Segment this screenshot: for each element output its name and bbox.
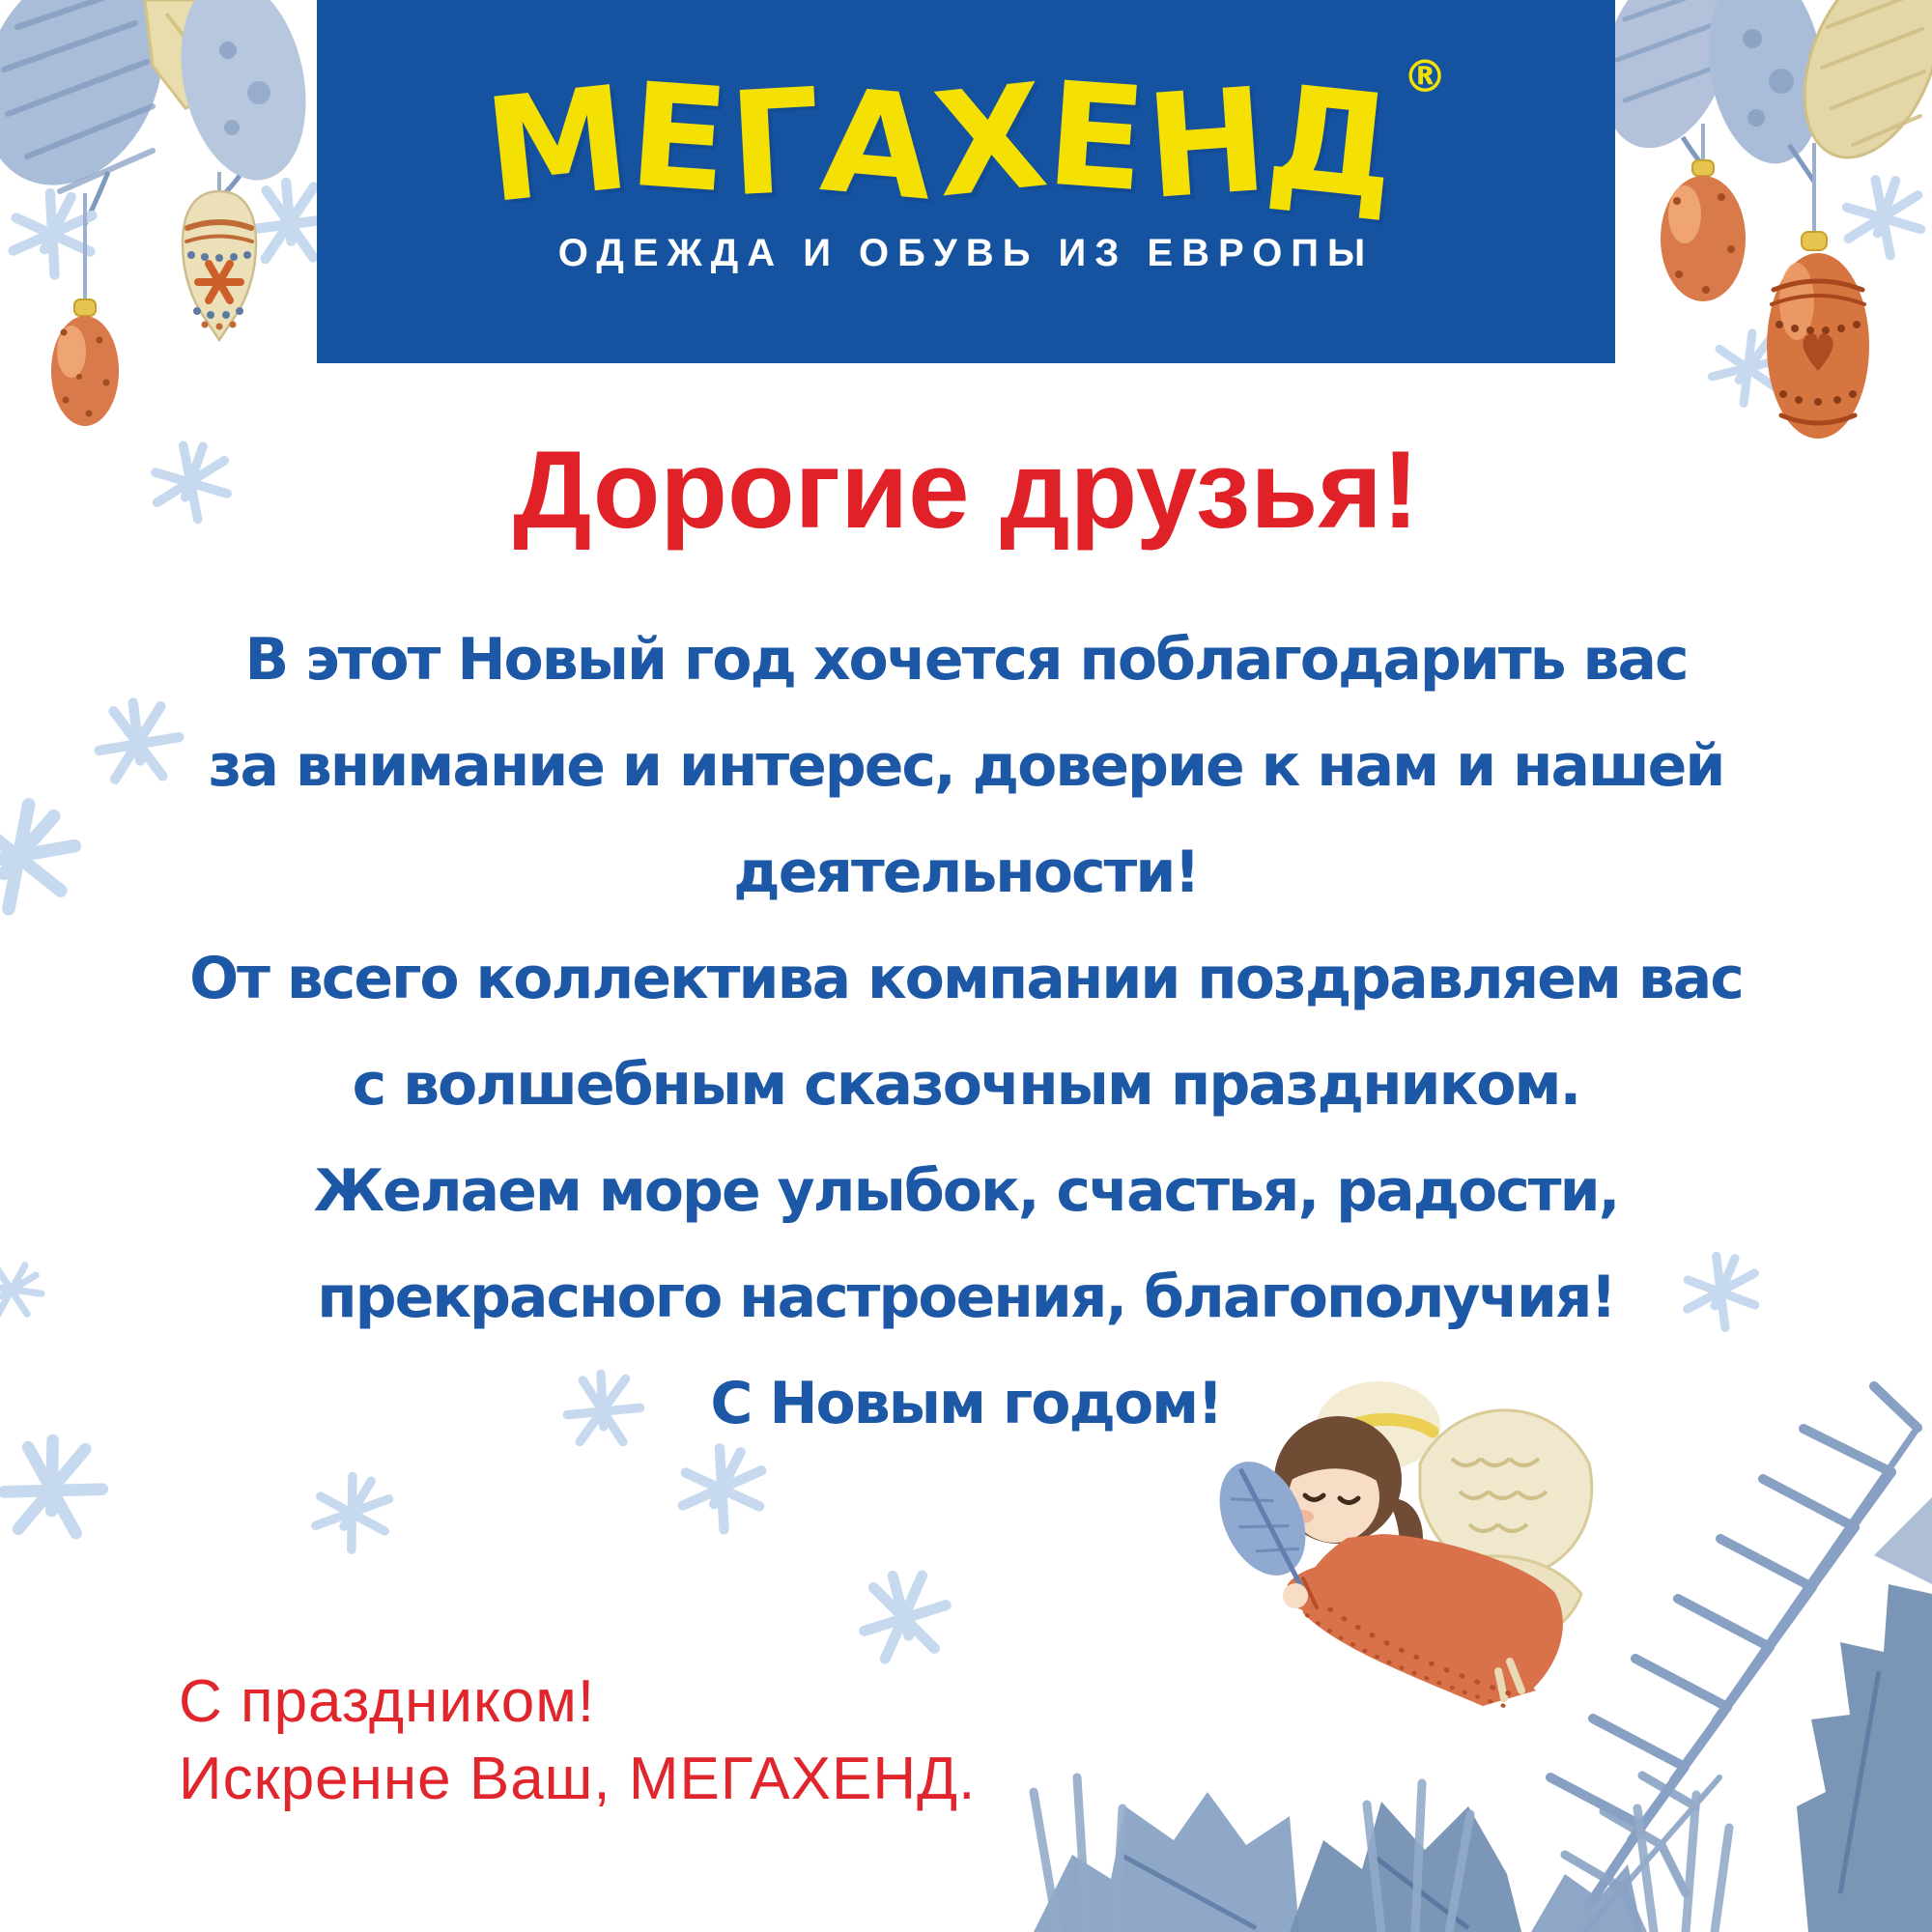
greeting-line: С Новым годом! — [710, 1370, 1222, 1437]
logo-letter: М — [477, 54, 638, 236]
greeting-line: деятельности! — [733, 838, 1199, 906]
watercolor-ornaments-top-right — [1575, 0, 1932, 483]
greeting-line: за внимание и интерес, доверие к нам и нашей — [208, 732, 1724, 800]
holly-leaf-icon — [145, 0, 259, 108]
signature-line: С праздником! — [179, 1668, 596, 1735]
greeting-body — [0, 607, 1932, 1457]
signature — [179, 1663, 976, 1818]
snowflake-icon — [1840, 173, 1928, 260]
logo-letter: Г — [724, 57, 826, 229]
greeting-line: прекрасного настроения, благополучия! — [317, 1264, 1615, 1331]
bauble-ornament-icon — [1661, 124, 1746, 301]
brand-banner — [317, 0, 1615, 363]
watercolor-ornaments-top-left — [0, 0, 328, 444]
pine-branch-icon — [1565, 1776, 1719, 1932]
greeting-line: От всего коллектива компании поздравляем вас — [189, 945, 1743, 1012]
greeting-line: Желаем море улыбок, счастья, радости, — [313, 1157, 1619, 1225]
registered-trademark: ® — [1403, 50, 1448, 102]
feather-leaf-icon — [1778, 0, 1932, 178]
greeting-line: В этот Новый год хочется поблагодарить вас — [244, 626, 1688, 694]
snowflake-icon — [307, 1468, 398, 1559]
bauble-ornament-icon — [1767, 143, 1869, 439]
logo-letter: Е — [1041, 50, 1151, 224]
brand-logo — [477, 50, 1448, 236]
feather-leaf-icon — [1696, 0, 1834, 182]
snowflake-icon — [242, 174, 328, 270]
logo-letter: А — [814, 57, 941, 233]
brand-tagline: ОДЕЖДА И ОБУВЬ ИЗ ЕВРОПЫ — [557, 232, 1375, 274]
bauble-ornament-icon — [183, 172, 256, 340]
holly-leaf-icon — [1034, 1792, 1642, 1932]
feather-leaf-icon — [163, 0, 323, 197]
feather-leaf-icon — [0, 0, 196, 224]
logo-letter: Н — [1141, 56, 1273, 232]
logo-letter: Д — [1260, 53, 1405, 233]
snowflake-icon — [3, 183, 104, 283]
holly-leaf-icon — [1797, 1497, 1932, 1932]
snowflake-icon — [852, 1565, 958, 1671]
snowflake-icon — [1702, 321, 1796, 413]
logo-letter: Е — [624, 51, 734, 225]
greeting-line: с волшебным сказочным праздником. — [352, 1051, 1580, 1119]
logo-letter: Х — [926, 52, 1054, 230]
signature-line: Искренне Ваш, МЕГАХЕНД. — [179, 1746, 977, 1812]
greeting-title: Дорогие друзья! — [513, 429, 1419, 552]
pine-branch-icon — [1550, 1386, 1918, 1905]
grass-strokes — [1034, 1777, 1729, 1932]
bauble-ornament-icon — [51, 193, 119, 426]
